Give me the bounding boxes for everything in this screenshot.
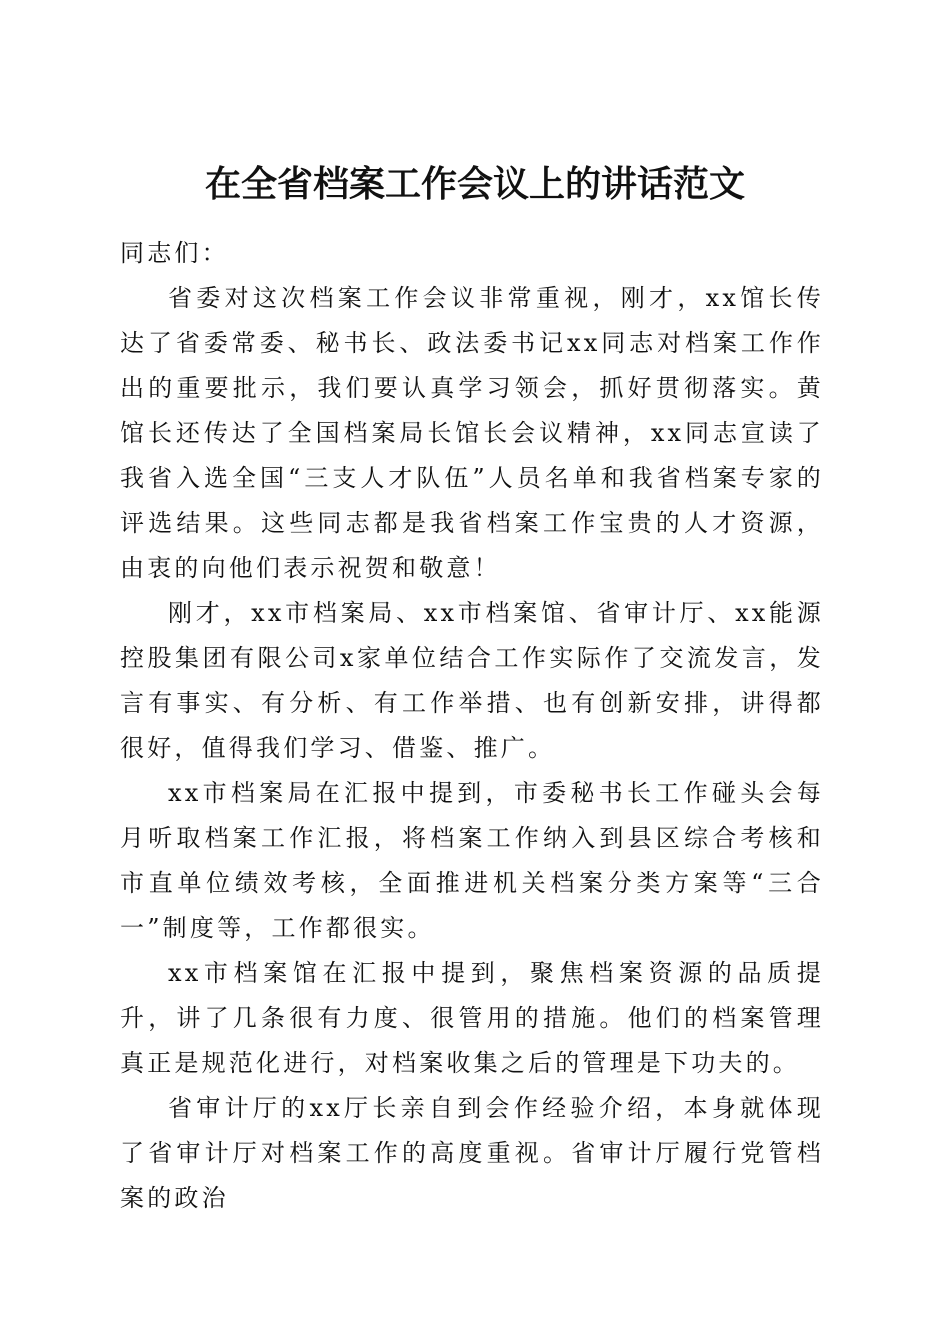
paragraph-5: 省审计厅的xx厅长亲自到会作经验介绍，本身就体现了省审计厅对档案工作的高度重视。省审计厅履行党管档案的政治 [120, 1094, 824, 1212]
document-title: 在全省档案工作会议上的讲话范文 [204, 163, 745, 206]
paragraph-4: xx市档案馆在汇报中提到，聚焦档案资源的品质提升，讲了几条很有力度、很管用的措施。他们的档案管理真正是规范化进行，对档案收集之后的管理是下功夫的。 [120, 959, 824, 1077]
paragraph-3: xx市档案局在汇报中提到，市委秘书长工作碰头会每月听取档案工作汇报，将档案工作纳入到县区综合考核和市直单位绩效考核，全面推进机关档案分类方案等“三合一”制度等，工作都很实。 [120, 779, 824, 942]
salutation: 同志们： [120, 239, 229, 267]
paragraph-2: 刚才，xx市档案局、xx市档案馆、省审计厅、xx能源控股集团有限公司x家单位结合工作实际作了交流发言，发言有事实、有分析、有工作举措、也有创新安排，讲得都很好，值得我们学习、借鉴、推广。 [120, 599, 824, 762]
document-body [120, 231, 824, 1221]
paragraph-1: 省委对这次档案工作会议非常重视，刚才，xx馆长传达了省委常委、秘书长、政法委书记xx同志对档案工作作出的重要批示，我们要认真学习领会，抓好贯彻落实。黄馆长还传达了全国档案局长馆长会议精神，xx同志宣读了我省入选全国“三支人才队伍”人员名单和我省档案专家的评选结果。这些同志都是我省档案工作宝贵的人才资源，由衷的向他们表示祝贺和敬意！ [120, 284, 824, 582]
